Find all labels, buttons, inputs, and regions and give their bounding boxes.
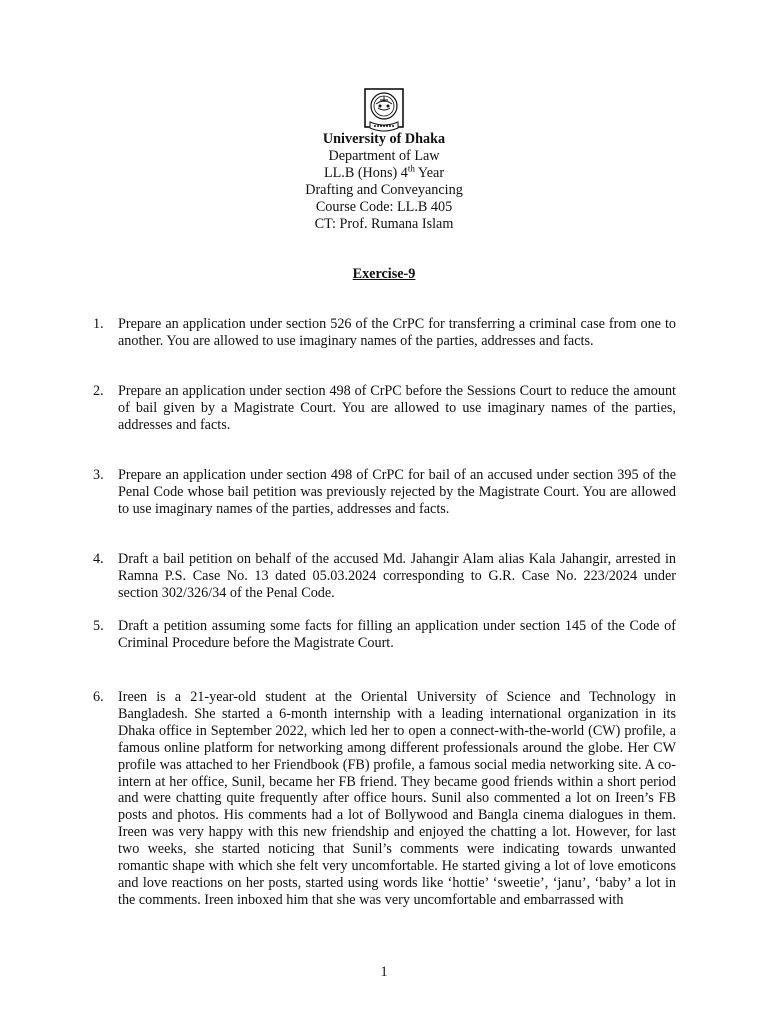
list-item: 3. Prepare an application under section 498 of CrPC for bail of an accused under section 395 of the Penal Code whose bail petition was previously rejected by the Magistrate Court. You are allowed to use imaginary names of the parties, addresses and facts. [93,467,676,517]
course-name: Drafting and Conveyancing [305,181,463,198]
program-year: LL.B (Hons) 4th Year [323,163,445,181]
list-item: 4. Draft a bail petition on behalf of the accused Md. Jahangir Alam alias Kala Jahangir, arrested in Ramna P.S. Case No. 13 dated 05.03.2024 corresponding to G.R. Case No. 223/2024 under section 302/326/34 of the Penal Code. [93,551,676,601]
list-item-text: Prepare an application under section 498 of CrPC before the Sessions Court to reduce the amount of bail given by a Magistrate Court. You are allowed to use imaginary names of the parties, addresses and facts. [118,383,676,433]
list-item: 6. Ireen is a 21-year-old student at the Oriental University of Science and Technology in Bangladesh. She started a 6-month internship with a leading international organization in its Dhaka office in September 2022, which led her to open a connect-with-the-world (CW) profile, a famous online platform for networking among different professionals around the globe. Her CW profile was attached to her Friendbook (FB) profile, a famous social media networking site. A co-intern at her office, Sunil, became her FB friend. They became good friends within a short period and were chatting quite frequently after office hours. Sunil also commented a lot on Ireen’s FB posts and photos. His comments had a lot of Bollywood and Bangla cinema dialogues in them. Ireen was very happy with this new friendship and enjoyed the chatting a lot. However, for last two weeks, she started noticing that Sunil’s comments were indicating towards unwanted romantic shape with which she felt very uncomfortable. He started giving a lot of love emoticons and love reactions on her posts, started using words like ‘hottie’ ‘sweetie’, ‘janu’, ‘baby’ a lot in the comments. Ireen inboxed him that she was very uncomfortable and embarrassed with [93,689,676,908]
exercise-title: Exercise-9 [352,266,416,282]
course-teacher: CT: Prof. Rumana Islam [314,215,454,232]
list-item-text: Ireen is a 21-year-old student at the Oriental University of Science and Technology in Bangladesh. She started a 6-month internship with a leading international organization in its Dhaka office in September 2022, which led her to open a connect-with-the-world (CW) profile, a famous online platform for networking among different professionals around the globe. Her CW profile was attached to her Friendbook (FB) profile, a famous social media networking site. A co-intern at her office, Sunil, became her FB friend. They became good friends within a short period and were chatting quite frequently after office hours. Sunil also commented a lot on Ireen’s FB posts and photos. His comments had a lot of Bollywood and Bangla cinema dialogues in them. Ireen was very happy with this new friendship and enjoyed the chatting a lot. However, for last two weeks, she started noticing that Sunil’s comments were indicating towards unwanted romantic shape with which she felt very uncomfortable. He started giving a lot of love emoticons and love reactions on her posts, started using words like ‘hottie’ ‘sweetie’, ‘janu’, ‘baby’ a lot in the comments. Ireen inboxed him that she was very uncomfortable and embarrassed with [118,689,676,908]
department-name: Department of Law [328,147,440,164]
list-item-text: Draft a petition assuming some facts for filling an application under section 145 of the Code of Criminal Procedure before the Magistrate Court. [118,618,676,651]
university-name: University of Dhaka [322,131,446,147]
list-item: 5. Draft a petition assuming some facts for filling an application under section 145 of the Code of Criminal Procedure before the Magistrate Court. [93,618,676,651]
page-number: 1 [380,964,388,980]
list-item-text: Draft a bail petition on behalf of the accused Md. Jahangir Alam alias Kala Jahangir, arrested in Ramna P.S. Case No. 13 dated 05.03.2024 corresponding to G.R. Case No. 223/2024 under section 302/326/34 of the Penal Code. [118,551,676,601]
list-item-text: Prepare an application under section 498 of CrPC for bail of an accused under section 395 of the Penal Code whose bail petition was previously rejected by the Magistrate Court. You are allowed to use imaginary names of the parties, addresses and facts. [118,467,676,517]
course-code: Course Code: LL.B 405 [315,198,453,215]
list-item: 1. Prepare an application under section 526 of the CrPC for transferring a criminal case from one to another. You are allowed to use imaginary names of the parties, addresses and facts. [93,316,676,349]
list-item: 2. Prepare an application under section 498 of CrPC before the Sessions Court to reduce the amount of bail given by a Magistrate Court. You are allowed to use imaginary names of the parties, addresses and facts. [93,383,676,433]
document-header [0,131,768,232]
list-item-text: Prepare an application under section 526 of the CrPC for transferring a criminal case from one to another. You are allowed to use imaginary names of the parties, addresses and facts. [118,316,676,349]
university-seal-logo [364,88,404,134]
